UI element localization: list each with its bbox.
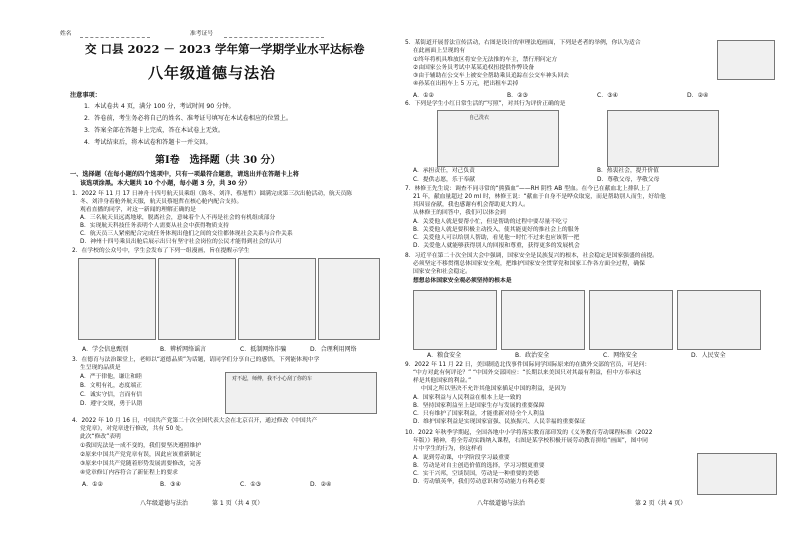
q5-item-4: ④孙某在出租车上 5 万元，把出租车丢掉 <box>413 81 519 87</box>
q3-caption: 对不起，师傅，我不小心刮了你的车 <box>232 376 313 382</box>
q6-option-b: B．热衷社会，提升价值 <box>597 168 659 174</box>
q4-item-1: ①我国宪法是一成不变的，我们要坚决遵照维护 <box>80 443 202 449</box>
q5-line-1: 5．某街道开展普法宣传活动，右图是设计的审理法庭画面，下列是老者的举例，你认为适合 <box>405 40 641 46</box>
q3-option-c: C．诚实守信，言而有信 <box>80 392 143 398</box>
left-footer: 八年级道德与法治 第 1 页（共 4 页） <box>140 500 264 507</box>
q2-option-b: B．辨析网络谣言 <box>160 346 207 353</box>
q1-line-3: 观看直播的同学，对这一新闻的理解正确的是 <box>80 207 196 213</box>
q2-comic-1 <box>78 258 156 340</box>
q8-caption: 想想总体国家安全观必须坚持的根本是 <box>413 278 512 284</box>
q8-picture-c <box>589 290 673 350</box>
q6-option-c: C．提供志愿，乐于奉献 <box>413 177 476 183</box>
right-page <box>397 0 794 544</box>
q8-picture-d <box>677 290 761 350</box>
section1-text: 一、选择题（在每小题的四个选项中，只有一项最符合题意，请选出并在答题卡上将 <box>70 171 299 178</box>
q8-picture-b <box>501 290 585 350</box>
q7-line-4: 从林修王的回答中，我们可以体会到 <box>413 210 506 216</box>
q7-line-2: 21 年，献血量超过 20 ml 时，林修王说：“献血于自身不是哗众取宠，而是帮助别人而生，好给他 <box>413 194 666 200</box>
subject-title: 八年级道德与法治 <box>148 64 277 82</box>
q9-option-b: B．坚持国家利益至上是国家生存与发展的重要保障 <box>413 403 545 409</box>
exam-title: 交 口县 2022 － 2023 学年第一学期学业水平达标卷 <box>85 42 365 56</box>
q10-line-3: 片中学生的行为，你这样看 <box>413 446 483 452</box>
q5-item-3: ③由于辅助在公交车上被安全帮助乘员追踪在公交车神头回去 <box>413 73 569 79</box>
q9-option-d: D．维护国家利益是实现国家富强、民族振兴、人民幸福的重要保证 <box>413 419 586 425</box>
q7-option-d: D．关爱他人就能够获得别人的回报和尊重，获得更多的发展机会 <box>413 243 580 249</box>
q8-choice-a: A．粮食安全 <box>427 352 462 359</box>
q5-choice-c: C．③④ <box>597 92 618 99</box>
q5-item-2: ②由国家公务员考试中某某追权扭提供作弊设备 <box>413 65 535 71</box>
q4-item-4: ④党章修订内容符合了新征程上的要求 <box>80 470 178 476</box>
notice-heading: 注意事项： <box>70 92 101 99</box>
q4-choice-b: B．③④ <box>160 481 181 488</box>
q2-comic-2 <box>158 258 236 340</box>
id-line <box>224 37 324 38</box>
q10-option-d: D．劳动镇英华，我们劳动意识和劳动能力有利必要 <box>413 479 545 485</box>
q8-line-1: 8．习近平在第二十次全国大会中强调，国家安全是民族复兴的根本，社会稳定是国家强盛的前提。 <box>405 253 658 259</box>
notice-3: 3．答案全部在答题卡上完成，答在本试卷上无效。 <box>84 127 225 134</box>
q4-line-1: 4．2022 年 10 月 16 日，中国共产党第二十次全国代表大会在北京召开，通过修改《中国共产 <box>72 418 318 424</box>
q3-option-a: A．严于律他，谦让和睦 <box>80 374 142 380</box>
q9-line-4: 中国之所以坚决不允许其他国家插足中国的利益，是因为 <box>421 386 566 392</box>
notice-4: 4．考试结束后，将本试卷和答题卡一并交回。 <box>84 139 212 146</box>
q5-item-1: ①终年将机具堆放区将安全无法推的车主，禁行刑问定方 <box>413 57 558 63</box>
q5-choice-b: B．②③ <box>507 92 528 99</box>
q5-choice-d: D．②④ <box>687 92 709 99</box>
q5-court-illustration <box>717 40 775 80</box>
q8-choice-c: C．网络安全 <box>603 352 638 359</box>
q10-option-c: C．实干兴邦，空谈误国，劳动是一种重要的美德 <box>413 471 539 477</box>
part1-title: 第Ⅰ卷 选择题（共 30 分） <box>155 155 281 166</box>
q9-option-c: C．只有维护了国家利益，才能重新对待全个人利益 <box>413 411 545 417</box>
q9-line-3: 样是其他国家的利益。” <box>413 378 472 384</box>
q10-line-1: 10．2022 年秋季学期起，全国各地中小学将落实教育部印发的《义务教育劳动课程标准（2022 <box>405 430 653 436</box>
q1-option-a: A．三名航天员远离地球，脱离社会，意味着个人不再是社会的有机组成部分 <box>80 215 276 221</box>
q4-line-2: 党党章》，对党章进行修改，共有 50 处。 <box>80 426 187 432</box>
q1-line-1: 1．2022 年 11 月 17 日神舟十四号航天员乘组（陈冬、刘洋、蔡旭哲）圆满完成第三次出舱活动，航天员陈 <box>72 191 353 197</box>
notice-2: 2．答卷前，考生务必将自己的姓名、准考证号填写在本试卷相应的位置上。 <box>84 115 293 122</box>
right-footer-right: 第 2 页（共 4 页） <box>635 500 687 507</box>
q3-option-b: B．文明有礼，态度端正 <box>80 383 142 389</box>
q4-item-3: ③原来中国共产党随着形势发展需要修改，完善 <box>80 461 202 467</box>
right-footer-left: 八年级道德与法治 <box>477 500 526 507</box>
q6-caption: 自己洗衣 <box>469 115 490 121</box>
q2-stem: 2．在学校的公众号中，学生会发布了下列一组漫画，旨在提醒示学生 <box>72 248 250 254</box>
q7-option-c: C．关爱他人可以给别人帮助，看见他一时忙不过来也应该帮一把 <box>413 235 580 241</box>
q4-choice-c: C．①③ <box>240 481 261 488</box>
q2-option-c: C．抵制网络诈骗 <box>240 346 287 353</box>
q10-labor-illustration <box>697 453 777 495</box>
notice-1: 1．本试卷共 4 页，满分 100 分，考试时间 90 分钟。 <box>84 103 235 110</box>
q8-choice-b: B．政治安全 <box>515 352 550 359</box>
q4-line-3: 此次“修改”表明 <box>80 434 121 440</box>
name-line <box>80 37 150 38</box>
q6-bicycle-illustration <box>607 110 719 167</box>
q1-option-c: C．航天员三人紧密配合完成任务体现出他们之间的交往都体现社会关系与合作关系 <box>80 231 293 237</box>
q4-item-2: ②原来中国共产党党章有误，因此应该重新制定 <box>80 452 202 458</box>
q3-line-1: 3．在德育与法治课堂上，老师以“道德品质”为话题，请同学们分享自己的感悟，下列能体现中学 <box>72 357 320 363</box>
q2-comic-3 <box>238 258 316 340</box>
q4-choice-d: D．②④ <box>310 481 332 488</box>
q8-line-3: 国家安全和社会稳定。 <box>413 269 471 275</box>
q2-option-a: A．学会信息甄别 <box>82 346 129 353</box>
q6-option-a: A．承担责任，对己负责 <box>413 168 475 174</box>
q5-line-2: 在此画面上呈现的有 <box>413 48 466 54</box>
q3-option-d: D．遵守交规，勇于认错 <box>80 401 143 407</box>
q9-line-1: 9．2022 年 11 月 22 日，美国制造北伐事件国际同学国际原来的在做外交部的官员，可是问： <box>405 362 651 368</box>
q6-option-d: D．尊敬父母，孝敬父母 <box>597 177 660 183</box>
q6-stem: 6．下列是学生小红日常生活的“写照”，对其行为评价正确的是 <box>405 101 566 107</box>
q7-option-b: B．关爱他人就是要积极主动投入，使其能更好的推社会上的服务 <box>413 227 580 233</box>
q8-line-2: 必须坚定不移贯彻总体国家安全观，把维护国家安全贯穿党和国家工作各方面全过程，确保 <box>413 261 645 267</box>
q10-line-2: 年版）》精神，将全劳动实践纳入课程，右图是某学校积极开展劳动教育拼绘“画面”，图中同 <box>413 438 648 444</box>
q6-laundry-illustration <box>437 110 559 167</box>
q5-choice-a: A．①② <box>413 92 434 99</box>
q10-option-a: A．说到劳动课，中学阶段学习最重要 <box>413 455 510 461</box>
q1-option-b: B．实现航天科技任务表明个人需要从社会中获得物质支持 <box>80 223 229 229</box>
q10-option-b: B．劳动是对自主创造价值的选择，学习习惯更重要 <box>413 463 545 469</box>
q4-choice-a: A．①② <box>82 481 103 488</box>
name-label: 姓名 <box>60 31 72 37</box>
q9-option-a: A．国家利益与人民利益在根本上是一致的 <box>413 395 522 401</box>
q7-option-a: A．关爱他人就是要帮小忙，但是帮助的过程中要尽量不吃亏 <box>413 219 568 225</box>
q2-option-d: D．合理利用网络 <box>310 346 357 353</box>
q2-comic-4 <box>318 258 380 340</box>
section1-text-b: 该选项涂黑。本大题共 10 个小题，每小题 3 分，共 30 分） <box>80 180 251 187</box>
q9-line-2: “中方对此有何评论？” “中国外交部回应：“长期以来美国只对其最有利益，但中方奉承这 <box>413 370 642 376</box>
q3-line-2: 生呈现的品质是 <box>80 365 121 371</box>
q1-option-d: D．神州十四号乘员出舱后展示出只有坚守社会岗位的公民才能得到社会的认可 <box>80 239 282 245</box>
q8-picture-a <box>413 290 497 350</box>
q1-line-2: 冬、刘洋身着舱外航天服，航天员蔡旭哲在核心舱内配合支持。 <box>80 199 243 205</box>
id-label: 准考证号 <box>190 31 214 37</box>
q8-choice-d: D．人民安全 <box>691 352 726 359</box>
q7-line-3: 其因显奋献，我也感谢有机会帮助更大的人。 <box>413 202 529 208</box>
q7-line-1: 7．林修王先生说：调查不同寻常的“熊猫血”——RH 阴性 AB 型血。在今已在献血北上排队上了 <box>405 186 652 192</box>
